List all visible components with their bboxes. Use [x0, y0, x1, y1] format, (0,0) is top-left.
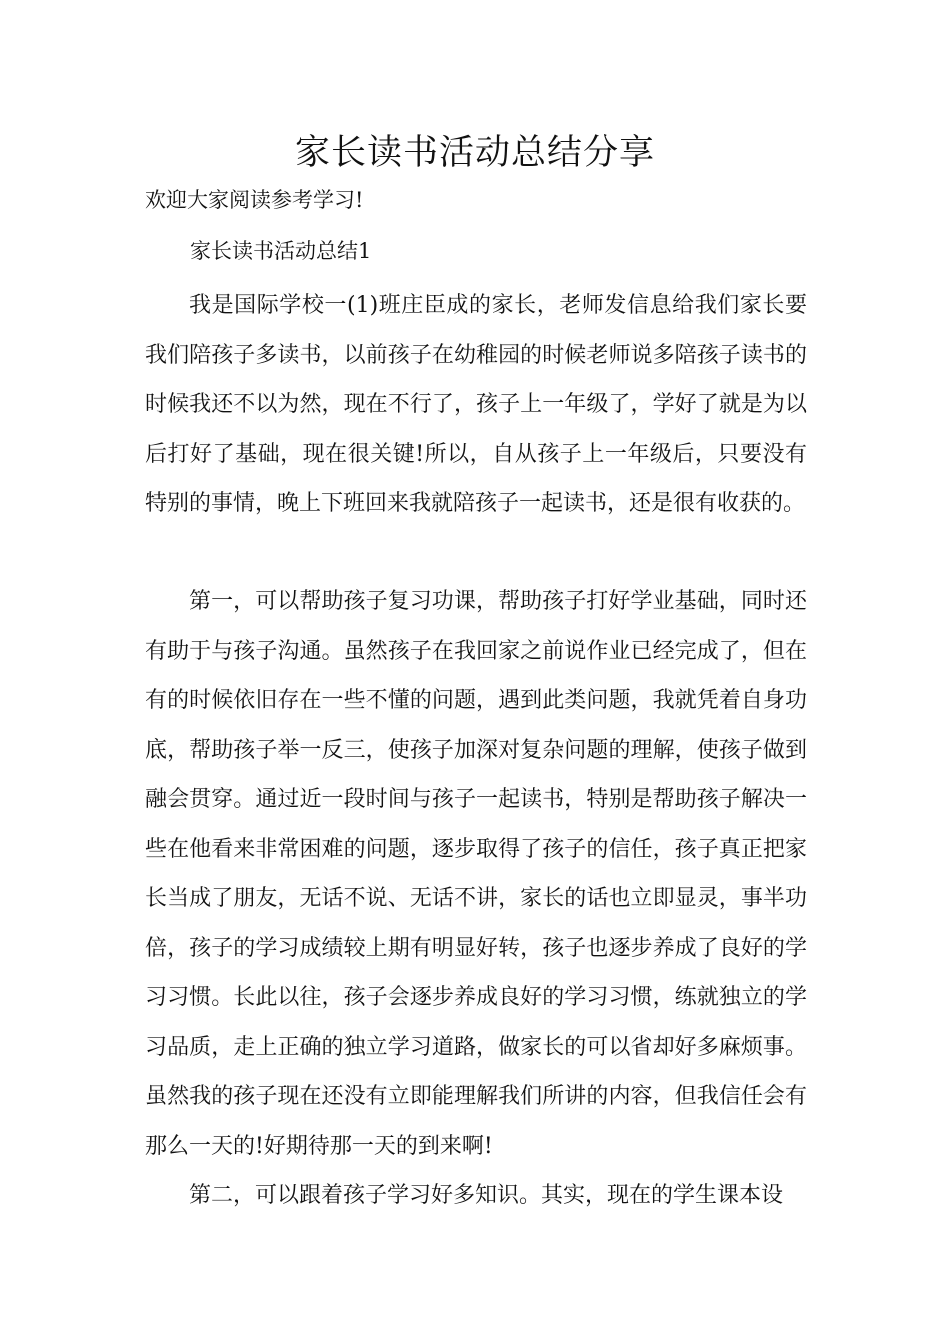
intro-line: 欢迎大家阅读参考学习! [145, 188, 364, 212]
paragraph-3: 第二，可以跟着孩子学习好多知识。其实，现在的学生课本设 [189, 1183, 784, 1208]
paragraph-1: 我是国际学校一(1)班庄臣成的家长，老师发信息给我们家长要我们陪孩子多读书，以前孩子在幼稚园的时候老师说多陪孩子读书的时候我还不以为然，现在不行了，孩子上一年级了，学好了就是为以后打好了基础，现在很关键!所以，自从孩子上一年级后，只要没有特别的事情，晚上下班回来我就陪孩子一起读书，还是很有收获的。 [145, 293, 807, 516]
paragraph-2: 第一，可以帮助孩子复习功课，帮助孩子打好学业基础，同时还有助于与孩子沟通。虽然孩子在我回家之前说作业已经完成了，但在有的时候依旧存在一些不懂的问题，遇到此类问题，我就凭着自身功底，帮助孩子举一反三，使孩子加深对复杂问题的理解，使孩子做到融会贯穿。通过近一段时间与孩子一起读书，特别是帮助孩子解决一些在他看来非常困难的问题，逐步取得了孩子的信任，孩子真正把家长当成了朋友，无话不说、无话不讲，家长的话也立即显灵，事半功倍，孩子的学习成绩较上期有明显好转，孩子也逐步养成了良好的学习习惯。长此以往，孩子会逐步养成良好的学习习惯，练就独立的学习品质，走上正确的独立学习道路，做家长的可以省却好多麻烦事。虽然我的孩子现在还没有立即能理解我们所讲的内容，但我信任会有那么一天的!好期待那一天的到来啊! [145, 589, 807, 1159]
document-title: 家长读书活动总结分享 [294, 133, 655, 173]
section-heading: 家长读书活动总结1 [190, 239, 372, 263]
